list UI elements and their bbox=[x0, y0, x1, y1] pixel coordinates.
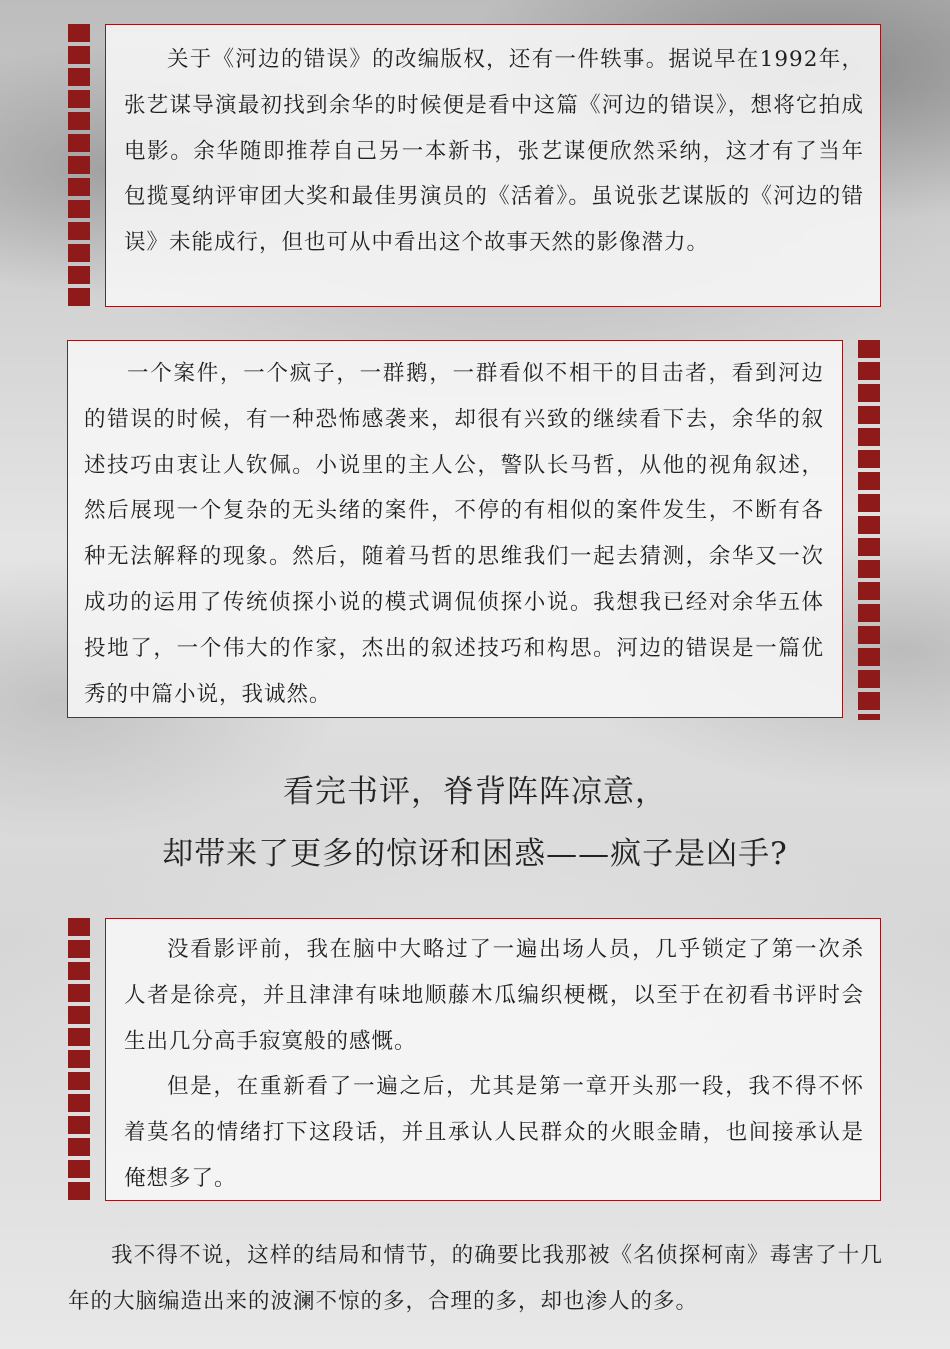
paragraph-reflection-1: 没看影评前，我在脑中大略过了一遍出场人员，几乎锁定了第一次杀人者是徐亮，并且津津有味地顺藤木瓜编织梗概，以至于在初看书评时会生出几分高手寂寞般的感慨。 bbox=[124, 937, 864, 1054]
closing-paragraph: 我不得不说，这样的结局和情节，的确要比我那被《名侦探柯南》毒害了十几年的大脑编造出来的波澜不惊的多，合理的多，却也渗人的多。 bbox=[68, 1243, 883, 1314]
paragraph-film-rights: 关于《河边的错误》的改编版权，还有一件轶事。据说早在1992年，张艺谋导演最初找到余华的时候便是看中这篇《河边的错误》，想将它拍成电影。余华随即推荐自己另一本新书，张艺谋便欣然采纳，这才有了当年包揽戛纳评审团大奖和最佳男演员的《活着》。虽说张艺谋版的《河边的错误》未能成行，但也可从中看出这个故事天然的影像潜力。 bbox=[124, 47, 864, 256]
quote-box-film-rights bbox=[105, 24, 881, 307]
headline-line-2: 却带来了更多的惊讶和困惑——疯子是凶手? bbox=[162, 836, 788, 872]
decorative-red-ladder bbox=[858, 340, 880, 720]
paragraph-reflection-2: 但是，在重新看了一遍之后，尤其是第一章开头那一段，我不得不怀着莫名的情绪打下这段话，并且承认人民群众的火眼金睛，也间接承认是俺想多了。 bbox=[124, 1074, 864, 1191]
quote-box-review bbox=[67, 340, 843, 718]
decorative-red-ladder bbox=[68, 918, 90, 1202]
decorative-red-ladder bbox=[68, 24, 90, 308]
paragraph-review: 一个案件，一个疯子，一群鹅，一群看似不相干的目击者，看到河边的错误的时候，有一种恐怖感袭来，却很有兴致的继续看下去，余华的叙述技巧由衷让人钦佩。小说里的主人公，警队长马哲，从他的视角叙述，然后展现一个复杂的无头绪的案件，不停的有相似的案件发生，不断有各种无法解释的现象。然后，随着马哲的思维我们一起去猜测，余华又一次成功的运用了传统侦探小说的模式调侃侦探小说。我想我已经对余华五体投地了，一个伟大的作家，杰出的叙述技巧和构思。河边的错误是一篇优秀的中篇小说，我诚然。 bbox=[84, 361, 824, 707]
quote-box-reflection bbox=[105, 918, 881, 1201]
headline-line-1: 看完书评，脊背阵阵凉意， bbox=[283, 774, 667, 810]
